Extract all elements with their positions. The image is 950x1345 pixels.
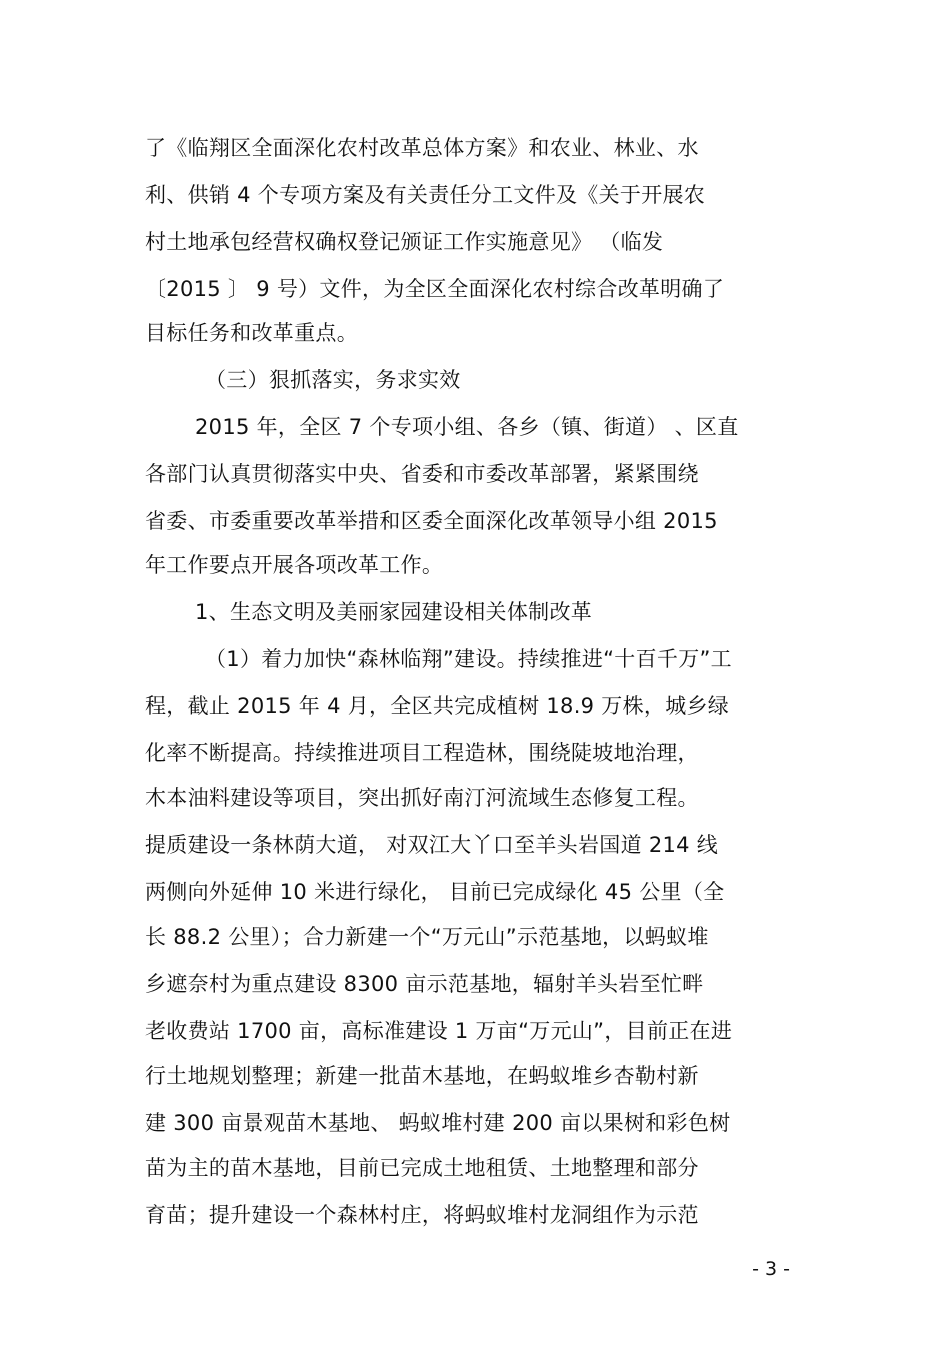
subsection-heading: 1、生态文明及美丽家园建设相关体制改革 <box>195 600 593 624</box>
text-line: 化率不断提高。持续推进项目工程造林，围绕陡坡地治理， <box>145 741 699 765</box>
text-line: 苗为主的苗木基地，目前已完成土地租赁、土地整理和部分 <box>145 1156 699 1180</box>
text-line: 乡遮奈村为重点建设 8300 亩示范基地，辐射羊头岩至忙畔 <box>145 972 704 996</box>
text-line: 长 88.2 公里）；合力新建一个“万元山”示范基地，以蚂蚁堆 <box>145 925 709 949</box>
text-line: 育苗；提升建设一个森林村庄，将蚂蚁堆村龙洞组作为示范 <box>145 1203 699 1227</box>
text-line: 行土地规划整理；新建一批苗木基地，在蚂蚁堆乡杏勒村新 <box>145 1064 699 1088</box>
text-line: 了《临翔区全面深化农村改革总体方案》和农业、林业、水 <box>145 136 699 160</box>
text-line: 提质建设一条林荫大道， 对双江大丫口至羊头岩国道 214 线 <box>145 833 719 857</box>
text-line: 程，截止 2015 年 4 月，全区共完成植树 18.9 万株，城乡绿 <box>145 694 730 718</box>
text-line: （1）着力加快“森林临翔”建设。持续推进“十百千万”工 <box>205 647 732 671</box>
text-line: 省委、市委重要改革举措和区委全面深化改革领导小组 2015 <box>145 509 718 533</box>
text-line: 木本油料建设等项目，突出抓好南汀河流域生态修复工程。 <box>145 786 699 810</box>
text-line: 目标任务和改革重点。 <box>145 321 358 345</box>
text-line: 老收费站 1700 亩，高标准建设 1 万亩“万元山”，目前正在进 <box>145 1019 733 1043</box>
text-line: 〔2015 〕 9 号）文件，为全区全面深化农村综合改革明确了 <box>145 277 725 301</box>
text-line: 两侧向外延伸 10 米进行绿化， 目前已完成绿化 45 公里（全 <box>145 880 725 904</box>
text-line: 村土地承包经营权确权登记颁证工作实施意见》 （临发 <box>145 230 664 254</box>
text-line: 2015 年，全区 7 个专项小组、各乡（镇、街道） 、区直 <box>195 415 739 439</box>
text-line: 各部门认真贯彻落实中央、省委和市委改革部署，紧紧围绕 <box>145 462 699 486</box>
text-line: 年工作要点开展各项改革工作。 <box>145 553 444 577</box>
text-line: 建 300 亩景观苗木基地、 蚂蚁堆村建 200 亩以果树和彩色树 <box>145 1111 731 1135</box>
page-number: - 3 - <box>752 1258 790 1280</box>
section-heading: （三）狠抓落实，务求实效 <box>205 368 461 392</box>
text-line: 利、供销 4 个专项方案及有关责任分工文件及《关于开展农 <box>145 183 706 207</box>
